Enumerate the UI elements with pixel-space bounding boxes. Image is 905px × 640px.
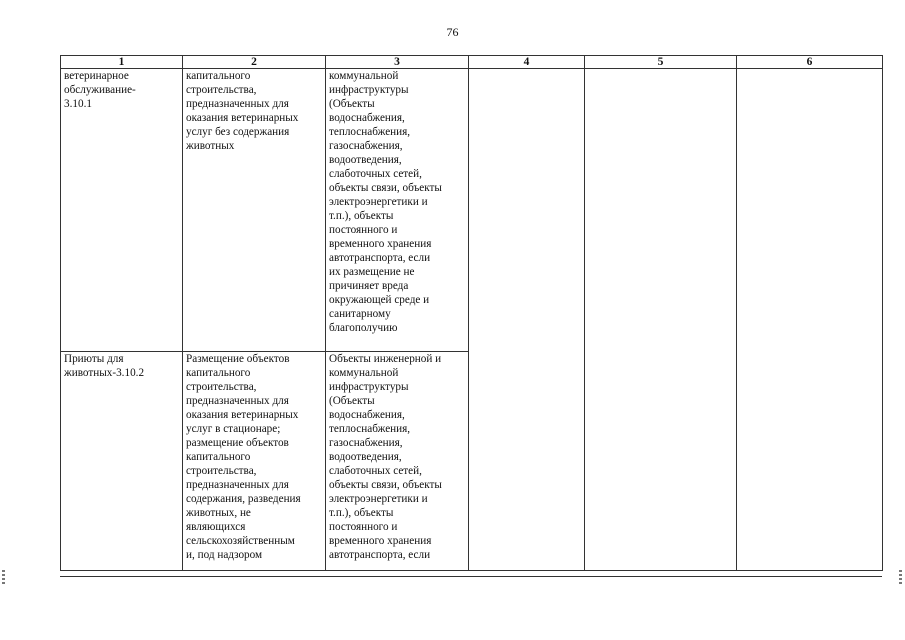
- cell-col-6: [737, 69, 883, 571]
- cell-land-use-type: [61, 352, 183, 571]
- cell-text: коммунальной инфраструктуры (Объекты водоснабжения, теплоснабжения, газоснабжения, водоотведения, слаботочных сетей, объекты связи, объекты электроэнергетики и т.п.), объекты постоянного и временного хранения автотранспорта, если их размещение не причиняет вреда окружающей среде и санитарному благополучию: [329, 70, 442, 334]
- cell-text: Размещение объектов капитального строительства, предназначенных для оказания ветеринарных услуг в стационаре; размещение объектов капитального строительства, предназначенных для содержания, разведения животных, не являющихся сельскохозяйственным и, под надзором: [186, 353, 301, 561]
- cell-col-4: [469, 69, 585, 571]
- cell-text: ветеринарное обслуживание- 3.10.1: [64, 70, 136, 110]
- scan-edge-mark-right: [899, 570, 902, 584]
- cell-description: [183, 69, 326, 352]
- header-col-3: 3: [326, 56, 469, 69]
- table-row: [61, 69, 883, 352]
- header-col-6: 6: [737, 56, 883, 69]
- table-bottom-rule: [60, 576, 882, 577]
- cell-auxiliary-uses: [326, 69, 469, 352]
- cell-land-use-type: [61, 69, 183, 352]
- cell-text: капитального строительства, предназначенных для оказания ветеринарных услуг без содержания животных: [186, 70, 299, 152]
- header-col-1: 1: [61, 56, 183, 69]
- regulation-table: [60, 55, 883, 571]
- header-col-4: 4: [469, 56, 585, 69]
- scan-edge-mark-left: [2, 570, 5, 584]
- cell-auxiliary-uses: [326, 352, 469, 571]
- header-col-2: 2: [183, 56, 326, 69]
- header-col-5: 5: [585, 56, 737, 69]
- page-number: 76: [446, 25, 459, 39]
- cell-text: Приюты для животных-3.10.2: [64, 353, 145, 379]
- cell-col-5: [585, 69, 737, 571]
- table-header-row: [61, 56, 883, 69]
- cell-text: Объекты инженерной и коммунальной инфраструктуры (Объекты водоснабжения, теплоснабжения, газоснабжения, водоотведения, слаботочных сетей, объекты связи, объекты электроэнергетики и т.п.), объекты постоянного и временного хранения автотранспорта, если: [329, 353, 442, 561]
- cell-description: [183, 352, 326, 571]
